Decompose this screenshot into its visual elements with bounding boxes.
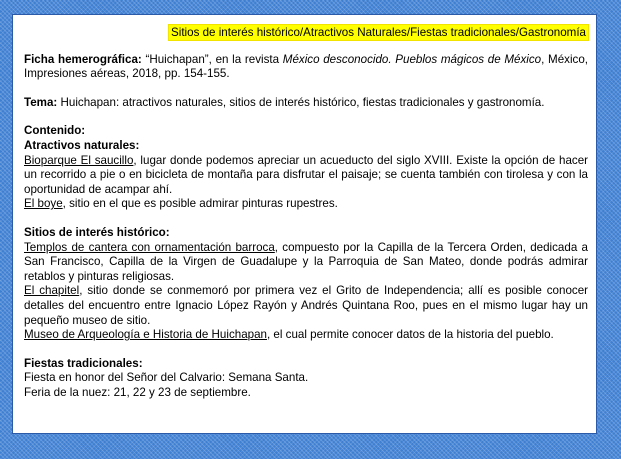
ficha-publication: México desconocido. Pueblos mágicos de México: [282, 52, 542, 66]
ficha-label: Ficha hemerográfica:: [24, 52, 142, 66]
atractivo-text: , sitio en el que es posible admirar pinturas rupestres.: [62, 197, 338, 211]
sitio-item: [24, 328, 588, 343]
sitio-text: , sitio donde se conmemoró por primera vez el Grito de Independencia; allí es posible conocer detalles del encuentro entre Ignacio López Rayón y Andrés Quintana Roo, pues en el mismo lugar hay un pequeño museo de sitio.: [24, 284, 588, 327]
fiesta-line: Fiesta en honor del Señor del Calvario: Semana Santa.: [24, 371, 309, 385]
sitio-text: , compuesto por la Capilla de la Tercera Orden, dedicada a San Francisco, Capilla de la Virgen de Guadalupe y la Parroquia de San Mateo, donde podrás admirar retablos y pinturas religiosas.: [24, 240, 588, 283]
sitio-text: , el cual permite conocer datos de la historia del pueblo.: [266, 328, 554, 342]
atractivo-name: Bioparque El saucillo: [24, 153, 134, 167]
ficha-text-before: “Huichapan”, en la revista: [141, 52, 283, 66]
contenido-label: Contenido:: [24, 124, 86, 138]
atractivo-item: [24, 154, 588, 198]
fiestas-heading: Fiestas tradicionales:: [24, 356, 143, 370]
sitio-item: [24, 284, 588, 328]
ficha-text-after: , México, Impresiones aéreas, 2018, pp. 154-155.: [24, 52, 588, 81]
sitio-name: Templos de cantera con ornamentación barroca: [24, 240, 275, 254]
topic-banner-text: Sitios de interés histórico/Atractivos Naturales/Fiestas tradicionales/Gastronomía: [171, 26, 586, 39]
fiesta-line: Feria de la nuez: 21, 22 y 23 de septiembre.: [24, 385, 251, 399]
atractivo-item: [24, 197, 588, 212]
topic-banner: [24, 26, 588, 41]
ficha-hemerografica: [24, 53, 588, 82]
atractivo-text: , lugar donde podemos apreciar un acueducto del siglo XVIII. Existe la opción de hacer un recorrido a pie o en bicicleta de montaña para disfrutar el paisaje; se cuenta también con tirolesa y con la oportunidad de acampar ahí.: [24, 153, 589, 196]
atractivo-name: El boye: [24, 197, 63, 211]
tema-text: Huichapan: atractivos naturales, sitios de interés histórico, fiestas tradicionales y gastronomía.: [57, 95, 545, 109]
tema-label: Tema:: [24, 95, 58, 109]
sitio-name: Museo de Arqueología e Historia de Huichapan: [24, 328, 267, 342]
sitios-heading: Sitios de interés histórico:: [24, 225, 170, 239]
sitio-name: El chapitel: [24, 284, 80, 298]
document-card: [12, 14, 597, 434]
sitio-item: [24, 241, 588, 285]
tema: [24, 96, 588, 111]
atractivos-heading: Atractivos naturales:: [24, 138, 140, 152]
